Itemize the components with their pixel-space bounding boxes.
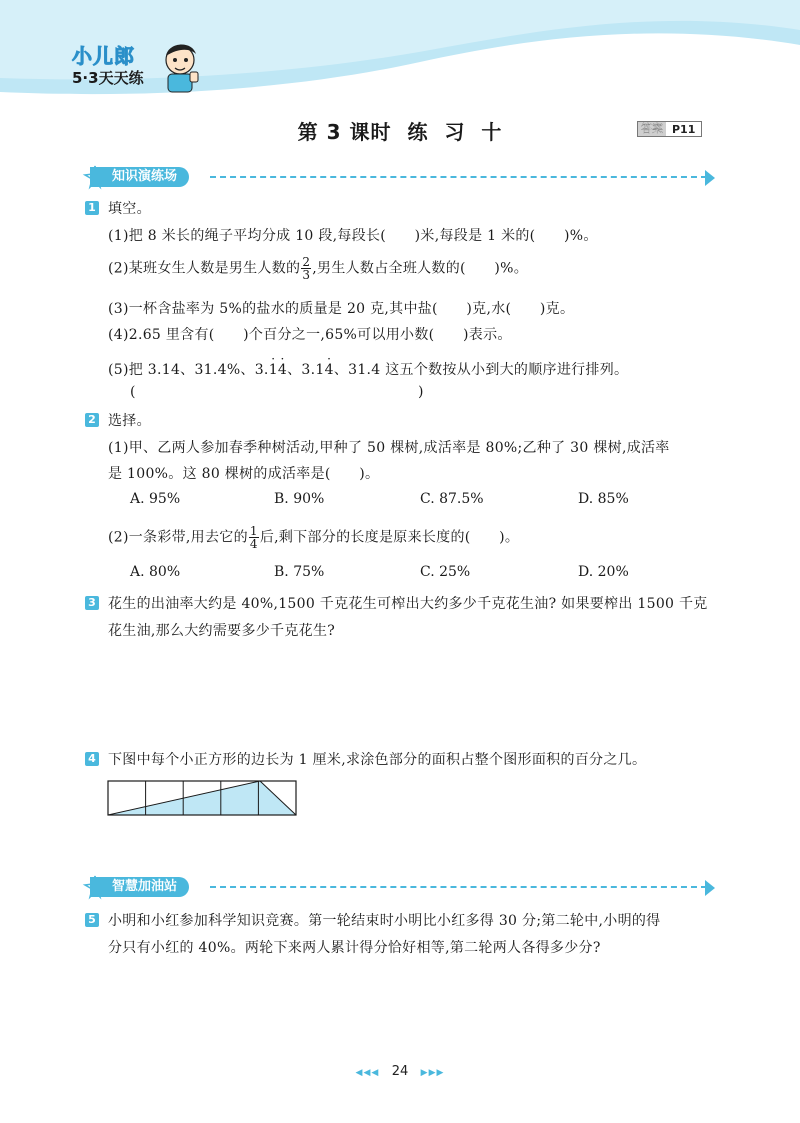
fraction-numerator: 1 — [249, 524, 258, 538]
fraction — [249, 525, 259, 550]
question-line: (1)甲、乙两人参加春季种树活动,甲种了 50 棵树,成活率是 80%;乙种了 30 棵树,成活率 — [108, 440, 670, 456]
brand-name: 小儿郎 — [72, 44, 135, 68]
shaded-grid-figure — [107, 780, 297, 816]
question-number: 4 — [85, 752, 99, 766]
fraction — [301, 256, 311, 281]
mascot-boy-icon — [160, 38, 202, 94]
question-number: 1 — [85, 201, 99, 215]
question-number: 3 — [85, 596, 99, 610]
answer-blank-close: ) — [418, 384, 424, 400]
question-line: 是 100%。这 80 棵树的成活率是( )。 — [108, 466, 380, 482]
text-segment: (2)一条彩带,用去它的 — [108, 529, 248, 546]
answer-blank-open: ( — [130, 384, 136, 400]
title-char-3: 十 — [481, 120, 503, 144]
brand-logo — [72, 40, 144, 88]
lesson-number: 第 3 课时 — [297, 120, 392, 144]
fraction-denominator: 3 — [302, 268, 311, 282]
section-header-challenge — [90, 876, 189, 898]
text-segment: 、31.4 这五个数按从小到大的顺序进行排列。 — [333, 362, 629, 378]
section-label: 知识演练场 — [90, 167, 189, 187]
page-footer — [0, 1064, 800, 1079]
question-number: 5 — [85, 913, 99, 927]
answer-label: 答案 — [638, 122, 666, 136]
question-line: (1)把 8 米长的绳子平均分成 10 段,每段长( )米,每段是 1 米的( )%。 — [108, 228, 598, 244]
text-segment: 后,剩下部分的长度是原来长度的( )。 — [259, 529, 520, 546]
option-b: B. 75% — [274, 564, 325, 580]
question-line — [108, 359, 628, 379]
repeating-digit: · 1 — [269, 362, 278, 378]
text-segment: 、3.1 — [287, 362, 325, 378]
title-char-2: 习 — [444, 120, 466, 144]
repeating-digit: · 4 — [325, 362, 334, 378]
title-char-1: 练 — [407, 120, 429, 144]
arrow-right-icon — [705, 880, 715, 896]
text-segment: (2)某班女生人数是男生人数的 — [108, 260, 301, 277]
question-line: 花生油,那么大约需要多少千克花生? — [108, 623, 336, 639]
question-line — [108, 525, 519, 550]
question-line: 下图中每个小正方形的边长为 1 厘米,求涂色部分的面积占整个图形面积的百分之几。 — [108, 752, 647, 768]
question-line: (3)一杯含盐率为 5%的盐水的质量是 20 克,其中盐( )克,水( )克。 — [108, 301, 575, 317]
question-stem: 选择。 — [108, 413, 151, 429]
question-line: 小明和小红参加科学知识竞赛。第一轮结束时小明比小红多得 30 分;第二轮中,小明的得 — [108, 913, 661, 929]
question-number: 2 — [85, 413, 99, 427]
fraction-denominator: 4 — [249, 537, 258, 551]
text-segment: ,男生人数占全班人数的( )%。 — [312, 260, 529, 277]
question-line: 花生的出油率大约是 40%,1500 千克花生可榨出大约多少千克花生油? 如果要榨出 1500 千克 — [108, 596, 708, 612]
answer-reference[interactable] — [637, 121, 702, 137]
option-c: C. 25% — [420, 564, 471, 580]
option-b: B. 90% — [274, 491, 325, 507]
question-line: 分只有小红的 40%。两轮下来两人累计得分恰好相等,第二轮两人各得多少分? — [108, 940, 601, 956]
option-d: D. 20% — [578, 564, 629, 580]
section-divider — [210, 886, 707, 888]
shaded-region — [108, 781, 296, 815]
text-segment: (5)把 3.14、31.4%、3. — [108, 362, 269, 378]
option-a: A. 80% — [130, 564, 181, 580]
fraction-numerator: 2 — [302, 255, 311, 269]
arrow-right-icon — [705, 170, 715, 186]
question-line: (4)2.65 里含有( )个百分之一,65%可以用小数( )表示。 — [108, 327, 512, 343]
answer-page: P11 — [672, 122, 696, 136]
option-c: C. 87.5% — [420, 491, 484, 507]
section-header-practice — [90, 166, 189, 188]
repeating-digit: · 4 — [278, 362, 287, 378]
arrows-right-icon: ▶▶▶ — [420, 1068, 445, 1078]
option-a: A. 95% — [130, 491, 181, 507]
question-stem: 填空。 — [108, 201, 151, 217]
brand-subtitle: 5·3天天练 — [72, 69, 144, 87]
arrows-left-icon: ◀◀◀ — [355, 1068, 380, 1078]
option-d: D. 85% — [578, 491, 629, 507]
question-line — [108, 256, 528, 281]
section-label: 智慧加油站 — [90, 877, 189, 897]
section-divider — [210, 176, 707, 178]
page-number: 24 — [391, 1064, 409, 1079]
